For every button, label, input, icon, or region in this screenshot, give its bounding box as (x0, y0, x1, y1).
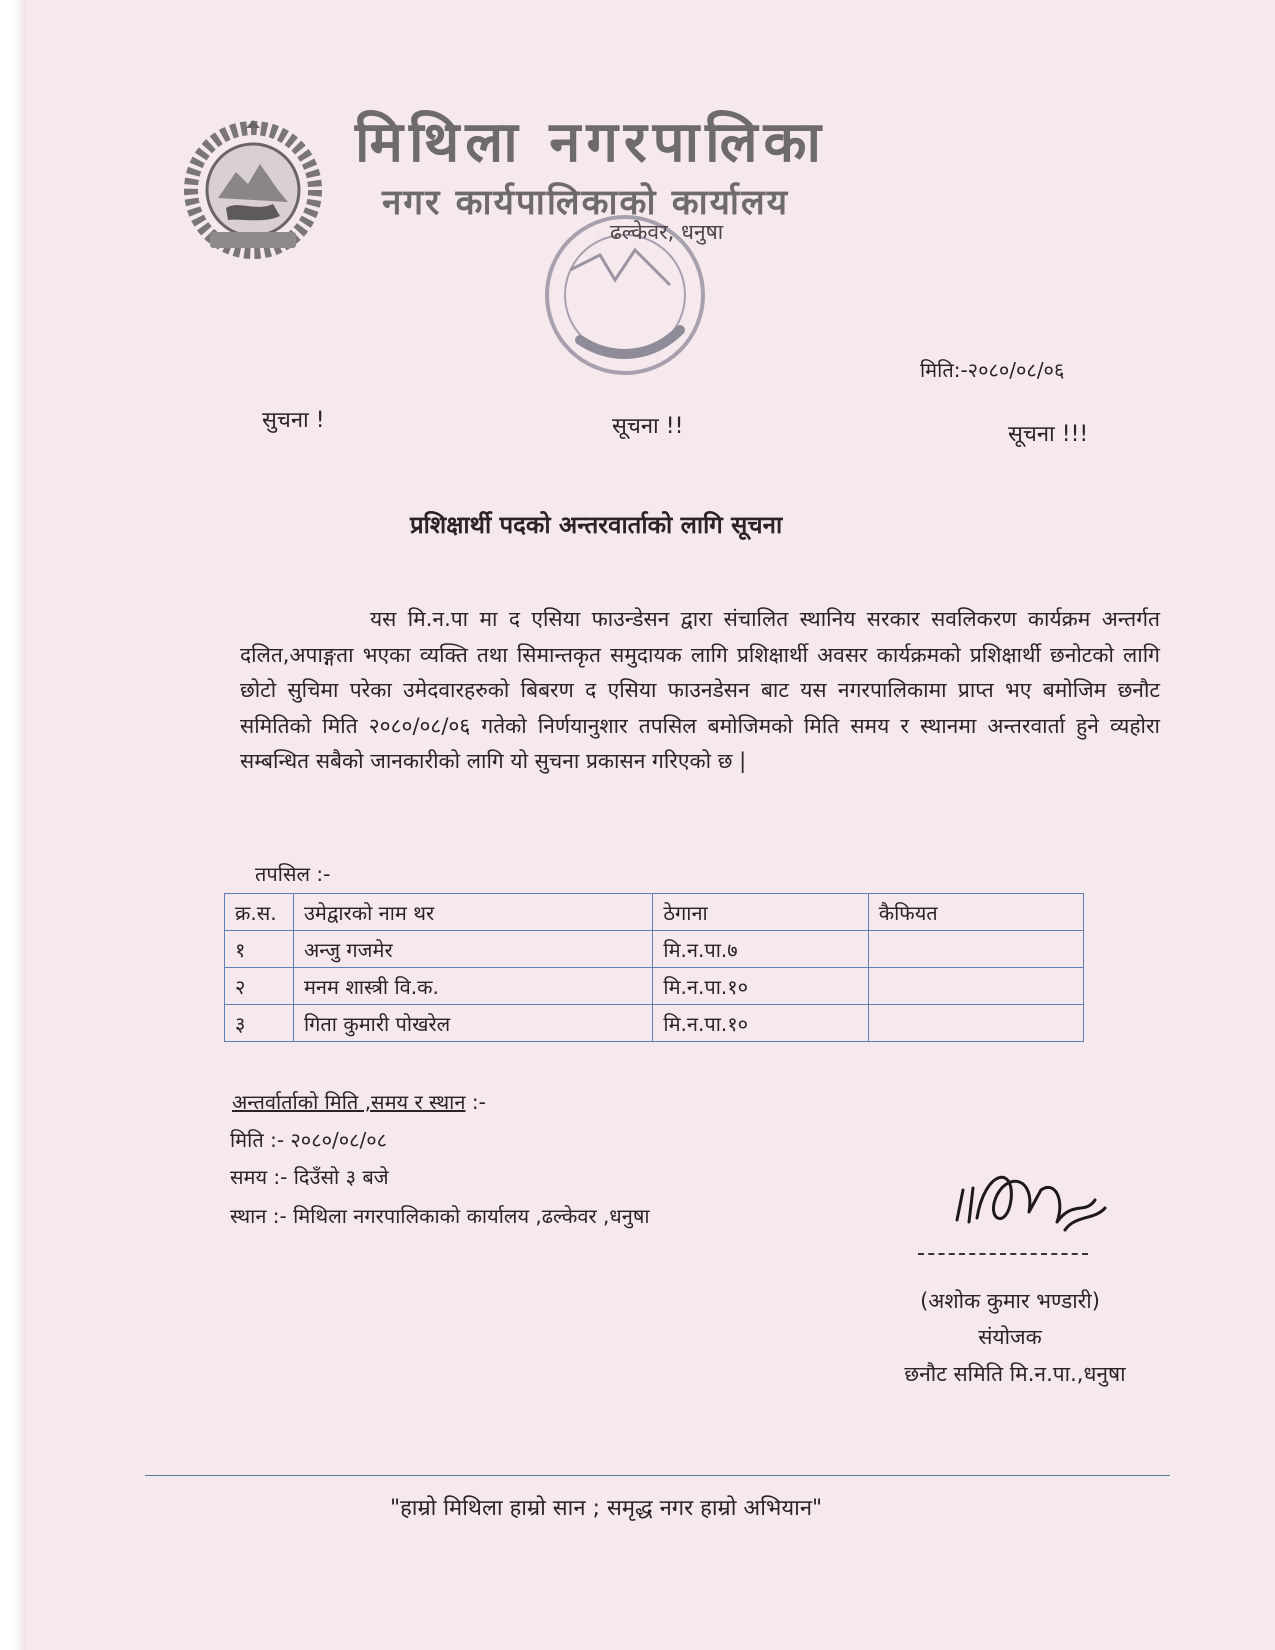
interview-time: समय :- दिउँसो ३ बजे (230, 1165, 389, 1189)
interview-heading (232, 1088, 486, 1115)
cell-name: गिता कुमारी पोखरेल (293, 1005, 652, 1042)
header-address: ठेगाना (653, 894, 868, 931)
header-remarks: कैफियत (868, 894, 1083, 931)
table-header-row (225, 894, 1084, 931)
signatory-title: संयोजक (978, 1325, 1042, 1349)
cell-serial: ३ (225, 1005, 294, 1042)
details-label: तपसिल :- (255, 862, 331, 886)
notice-heading: प्रशिक्षार्थी पदको अन्तरवार्ताको लागि सूचना (410, 511, 783, 539)
cell-remarks (868, 1005, 1083, 1042)
cell-address: मि.न.पा.१० (653, 1005, 868, 1042)
cell-remarks (868, 968, 1083, 1005)
letter-date: मिति:-२०८०/०८/०६ (920, 358, 1065, 382)
interview-date: मिति :- २०८०/०८/०८ (230, 1128, 388, 1152)
handwritten-signature (945, 1160, 1115, 1255)
cell-address: मि.न.पा.७ (653, 931, 868, 968)
notice-label-1: सुचना ! (262, 408, 325, 433)
footer-rule (145, 1475, 1170, 1476)
cell-serial: २ (225, 968, 294, 1005)
notice-label-3: सूचना !!! (1008, 422, 1089, 447)
interview-heading-suffix: :- (465, 1090, 486, 1114)
header-name: उमेद्वारको नाम थर (293, 894, 652, 931)
cell-name: अन्जु गजमेर (293, 931, 652, 968)
table-row (225, 968, 1084, 1005)
cell-name: मनम शास्त्री वि.क. (293, 968, 652, 1005)
nepal-emblem-icon (178, 120, 328, 265)
table-row (225, 1005, 1084, 1042)
cell-serial: १ (225, 931, 294, 968)
cell-remarks (868, 931, 1083, 968)
signature-line (918, 1253, 1088, 1255)
page-edge (0, 0, 26, 1650)
interview-place: स्थान :- मिथिला नगरपालिकाको कार्यालय ,ढल्केवर ,धनुषा (230, 1204, 650, 1228)
candidate-table (224, 893, 1084, 1042)
org-title: मिथिला नगरपालिका (355, 109, 828, 175)
office-title: नगर कार्यपालिकाको कार्यालय (382, 182, 790, 223)
notice-label-2: सूचना !! (612, 414, 684, 439)
table-row (225, 931, 1084, 968)
interview-heading-text: अन्तर्वार्ताको मिति ,समय र स्थान (232, 1090, 466, 1114)
footer-motto: "हाम्रो मिथिला हाम्रो सान ; समृद्ध नगर हाम्रो अभियान" (390, 1496, 823, 1521)
notice-body: यस मि.न.पा मा द एसिया फाउन्डेसन द्वारा संचालित स्थानिय सरकार सवलिकरण कार्यक्रम अन्तर्गत दलित,अपाङ्गता भएका व्यक्ति तथा सिमान्तकृत समुदायक लागि प्रशिक्षार्थी अवसर कार्यक्रमको प्रशिक्षार्थी छनोटको लागि छोटो सुचिमा परेका उमेदवारहरुको बिबरण द एसिया फाउनडेसन बाट यस नगरपालिकामा प्राप्त भए बमोजिम छनौट समितिको मिति २०८०/०८/०६ गतेको निर्णयानुशार तपसिल बमोजिमको मिति समय र स्थानमा अन्तरवार्ता हुने व्यहोरा सम्बन्धित सबैको जानकारीको लागि यो सुचना प्रकासन गरिएको छ | (240, 607, 1160, 773)
header-serial: क्र.स. (225, 894, 294, 931)
signatory-name: (अशोक कुमार भण्डारी) (920, 1289, 1100, 1313)
cell-address: मि.न.पा.१० (653, 968, 868, 1005)
office-address: ढल्केवर, धनुषा (610, 220, 724, 244)
signatory-committee: छनौट समिति मि.न.पा.,धनुषा (904, 1362, 1126, 1386)
